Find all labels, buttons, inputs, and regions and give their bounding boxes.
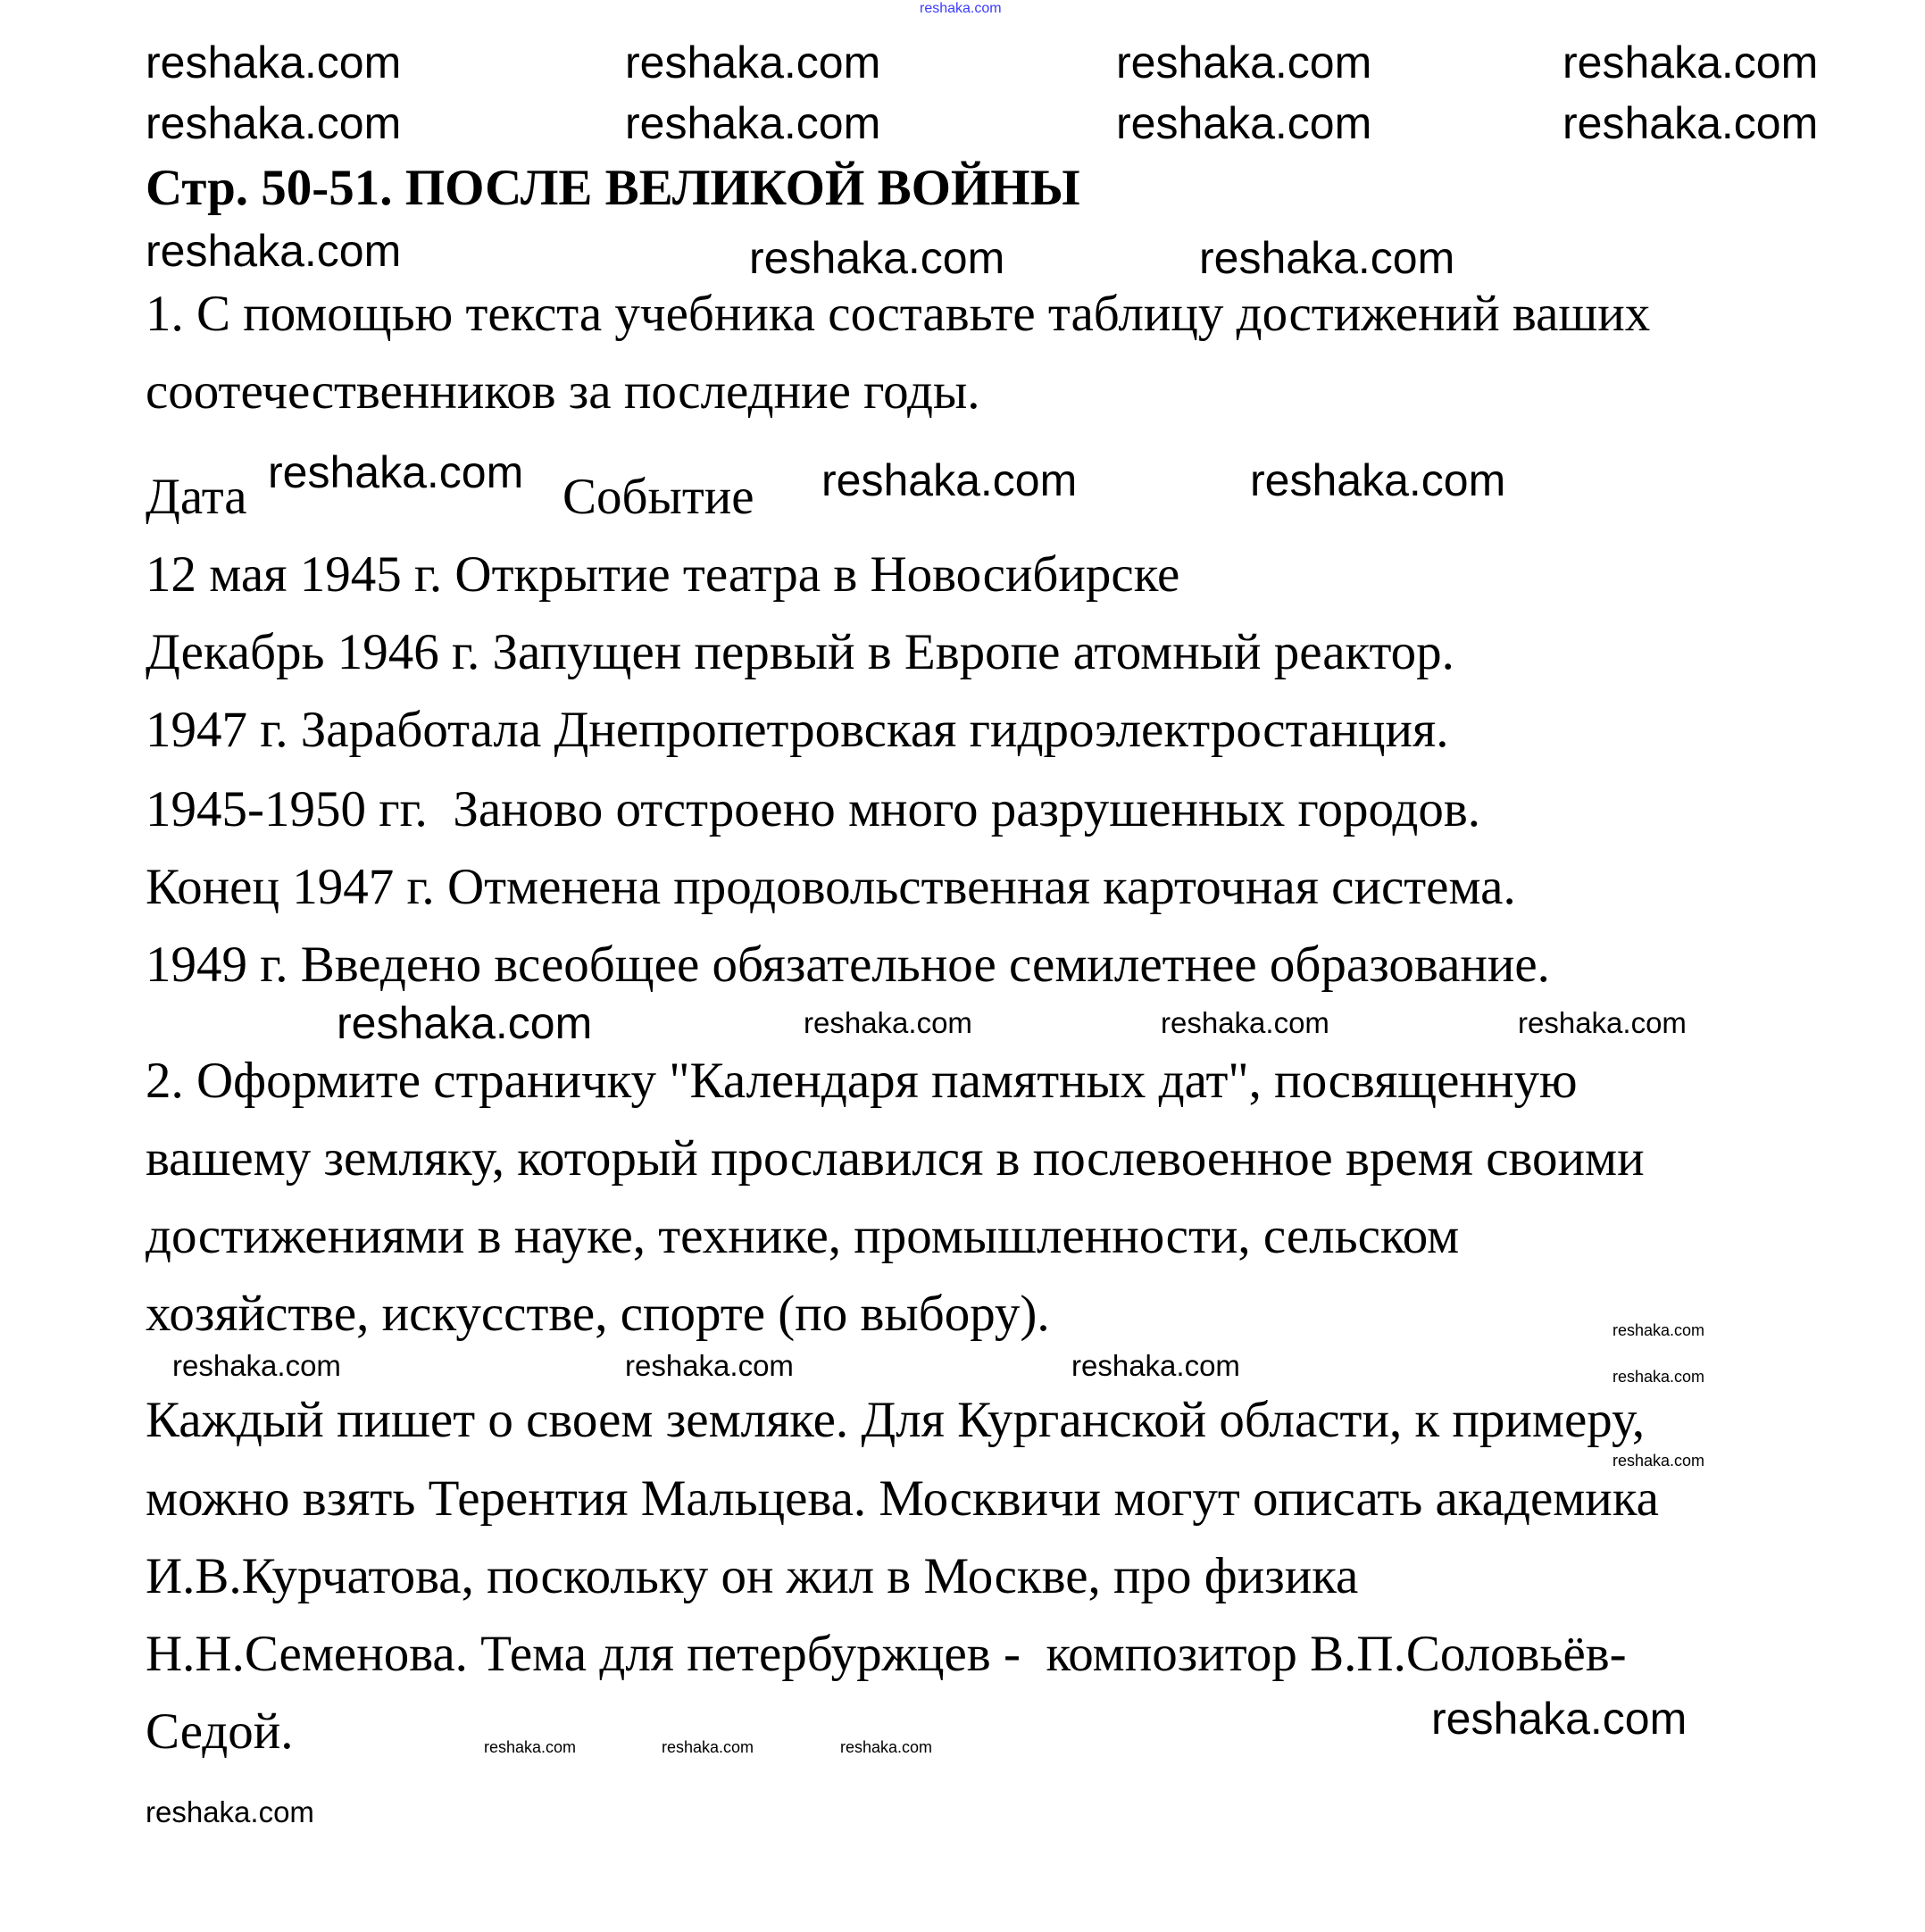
watermark: reshaka.com <box>172 1349 341 1382</box>
answer-line: И.В.Курчатова, поскольку он жил в Москве, про физика <box>146 1548 1359 1604</box>
watermark: reshaka.com <box>1431 1694 1688 1744</box>
header-watermark: reshaka.com <box>920 1 1002 16</box>
table-row <box>146 861 1516 914</box>
row-event: Заново отстроено много разрушенных городов. <box>440 781 1481 837</box>
watermark: reshaka.com <box>1612 1368 1705 1386</box>
watermark: reshaka.com <box>1612 1321 1705 1339</box>
watermark: reshaka.com <box>625 98 881 148</box>
row-event: Запущен первый в Европе атомный реактор. <box>492 624 1454 680</box>
table-row <box>146 938 1550 992</box>
watermark: reshaka.com <box>662 1738 754 1756</box>
table-row <box>146 626 1454 679</box>
row-event: Открытие театра в Новосибирске <box>454 546 1180 603</box>
watermark: reshaka.com <box>1562 98 1819 148</box>
answer-line: Седой. <box>146 1703 294 1760</box>
table-header-event: Событие <box>562 469 754 525</box>
table-header-date: Дата <box>146 469 247 525</box>
watermark: reshaka.com <box>749 233 1005 283</box>
watermark: reshaka.com <box>1071 1349 1240 1382</box>
watermark: reshaka.com <box>625 37 881 87</box>
task1-line: 1. С помощью текста учебника составьте таблицу достижений ваших <box>146 286 1651 342</box>
watermark: reshaka.com <box>146 1795 314 1828</box>
task2-line: 2. Оформите страничку "Календаря памятных дат", посвященную <box>146 1053 1578 1109</box>
watermark: reshaka.com <box>268 447 524 497</box>
row-date: 1945-1950 гг. <box>146 781 428 837</box>
watermark: reshaka.com <box>146 226 402 276</box>
answer-line: можно взять Терентия Мальцева. Москвичи могут описать академика <box>146 1470 1659 1527</box>
watermark: reshaka.com <box>1562 37 1819 87</box>
watermark: reshaka.com <box>484 1738 577 1756</box>
answer-line: Н.Н.Семенова. Тема для петербуржцев - композитор В.П.Соловьёв- <box>146 1626 1627 1682</box>
watermark: reshaka.com <box>1161 1006 1329 1039</box>
watermark: reshaka.com <box>1199 233 1455 283</box>
watermark: reshaka.com <box>840 1738 933 1756</box>
watermark: reshaka.com <box>1518 1006 1687 1039</box>
page-title: Стр. 50-51. ПОСЛЕ ВЕЛИКОЙ ВОЙНЫ <box>146 160 1080 216</box>
watermark: reshaka.com <box>337 998 593 1048</box>
watermark: reshaka.com <box>625 1349 794 1382</box>
row-date: 1949 г. <box>146 937 288 993</box>
watermark: reshaka.com <box>804 1006 972 1039</box>
watermark: reshaka.com <box>1116 98 1372 148</box>
watermark: reshaka.com <box>146 98 402 148</box>
watermark: reshaka.com <box>1116 37 1372 87</box>
task2-line: вашему земляку, который прославился в послевоенное время своими <box>146 1130 1645 1187</box>
watermark: reshaka.com <box>146 37 402 87</box>
watermark: reshaka.com <box>821 455 1078 505</box>
row-date: 12 мая 1945 г. <box>146 546 443 603</box>
answer-line: Каждый пишет о своем земляке. Для Курганской области, к примеру, <box>146 1392 1646 1448</box>
row-date: Конец 1947 г. <box>146 859 435 915</box>
task1-line: соотечественников за последние годы. <box>146 363 980 420</box>
row-date: Декабрь 1946 г. <box>146 624 480 680</box>
row-date: 1947 г. <box>146 702 288 758</box>
watermark: reshaka.com <box>1250 455 1506 505</box>
row-event: Заработала Днепропетровская гидроэлектростанция. <box>300 702 1449 758</box>
watermark: reshaka.com <box>1612 1452 1705 1470</box>
row-event: Отменена продовольственная карточная система. <box>446 859 1516 915</box>
table-row <box>146 548 1179 602</box>
table-row <box>146 783 1480 837</box>
task2-line: достижениями в науке, технике, промышленности, сельском <box>146 1208 1460 1264</box>
task2-line: хозяйстве, искусстве, спорте (по выбору). <box>146 1286 1050 1342</box>
row-event: Введено всеобщее обязательное семилетнее образование. <box>300 937 1550 993</box>
table-row <box>146 704 1449 757</box>
